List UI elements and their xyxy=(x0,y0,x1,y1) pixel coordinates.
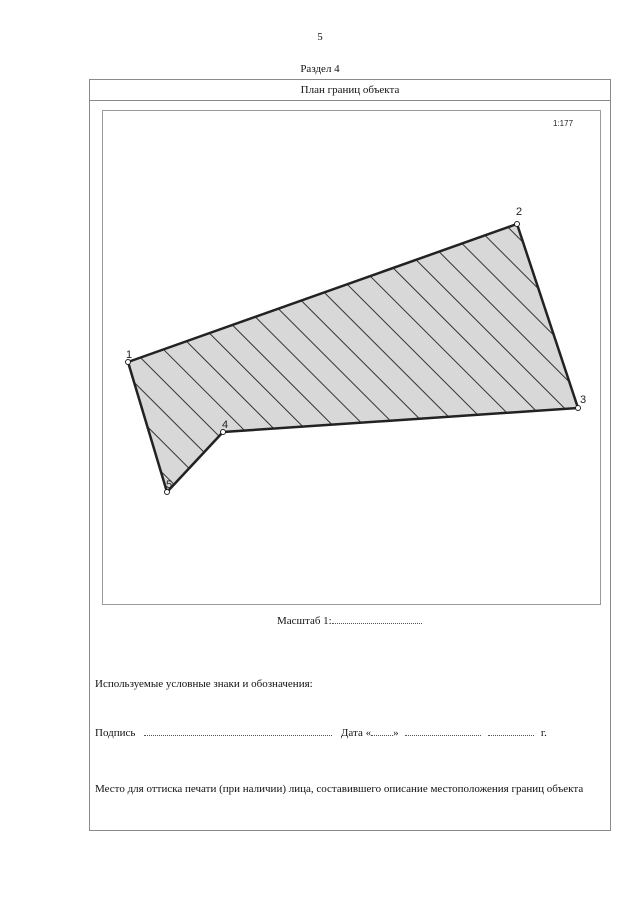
scale-line xyxy=(277,615,422,627)
boundary-polygon xyxy=(128,224,578,492)
vertex-2-label: 2 xyxy=(516,206,523,218)
legend-label: Используемые условные знаки и обозначения: xyxy=(95,678,313,690)
vertex-5-label: 5 xyxy=(166,479,173,491)
date-day-blank[interactable] xyxy=(371,735,393,736)
stamp-text: Место для оттиска печати (при наличии) лица, составившего описание местоположения границ объекта xyxy=(95,783,584,795)
date-year-blank[interactable] xyxy=(488,735,534,736)
signature-line xyxy=(95,727,595,739)
date-month-blank[interactable] xyxy=(405,735,481,736)
frame-header: План границ объекта xyxy=(90,80,610,101)
date-label: Дата « xyxy=(340,727,372,739)
signature-label: Подпись xyxy=(95,727,136,739)
scale-label: Масштаб 1: xyxy=(277,615,332,627)
plan-scale-mark: 1:177 xyxy=(553,119,574,128)
signature-blank[interactable] xyxy=(144,735,332,736)
section-title: Раздел 4 xyxy=(300,63,340,75)
vertex-4-label: 4 xyxy=(222,419,229,431)
vertex-3-marker xyxy=(576,406,581,411)
date-close-quote: » xyxy=(393,727,399,739)
page-number: 5 xyxy=(317,31,323,43)
year-suffix: г. xyxy=(540,727,547,739)
vertex-1-label: 1 xyxy=(126,349,133,361)
vertex-3-label: 3 xyxy=(580,394,587,406)
scale-blank[interactable] xyxy=(332,623,422,624)
vertex-2-marker xyxy=(515,222,520,227)
